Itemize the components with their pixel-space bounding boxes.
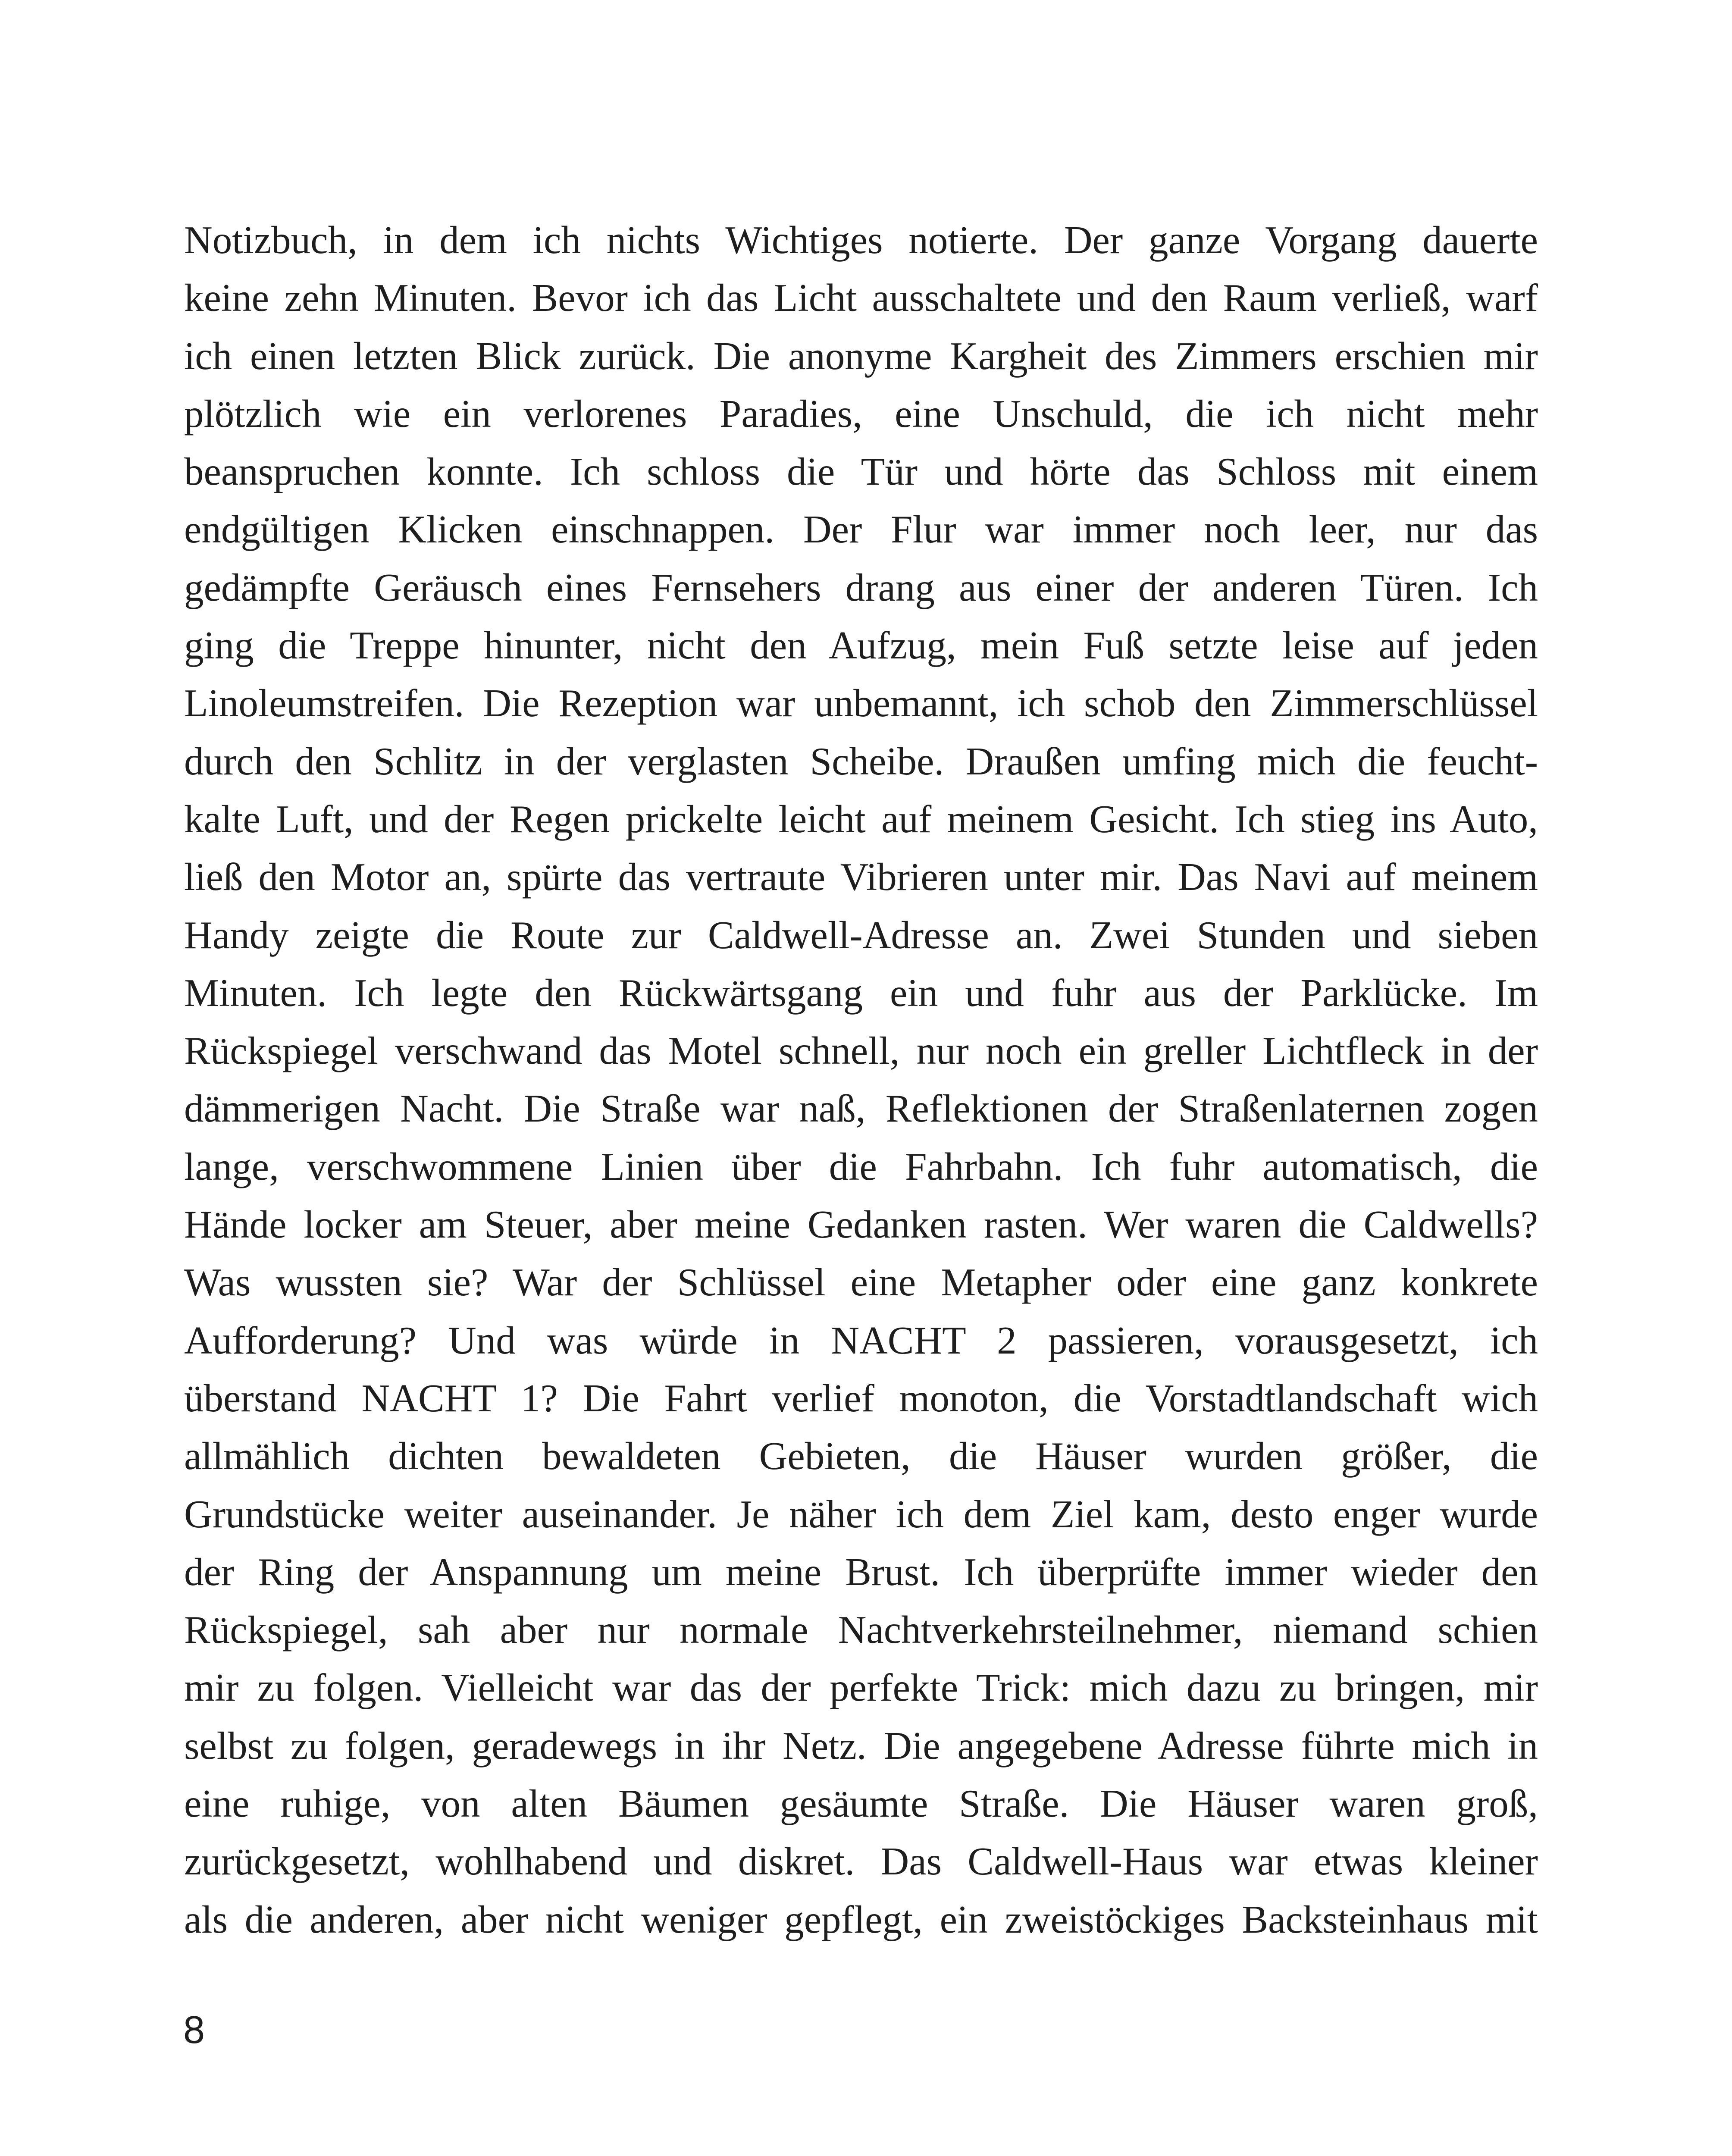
page-number: 8 — [183, 2009, 205, 2052]
text-line: allmählich dichten bewaldeten Gebieten, die Häuser wurden größer, die — [184, 1434, 1538, 1478]
text-line: Notizbuch, in dem ich nichts Wichtiges notierte. Der ganze Vorgang dauerte — [184, 218, 1538, 262]
text-line: überstand NACHT 1? Die Fahrt verlief monoton, die Vorstadtlandschaft wich — [184, 1376, 1538, 1420]
text-line: gedämpfte Geräusch eines Fernsehers drang aus einer der anderen Türen. Ich — [184, 565, 1538, 609]
text-line: eine ruhige, von alten Bäumen gesäumte Straße. Die Häuser waren groß, — [184, 1782, 1538, 1826]
text-line: Minuten. Ich legte den Rückwärtsgang ein und fuhr aus der Parklücke. Im — [184, 971, 1538, 1015]
text-line: Linoleumstreifen. Die Rezeption war unbemannt, ich schob den Zimmerschlüssel — [184, 681, 1538, 725]
text-line: als die anderen, aber nicht weniger gepflegt, ein zweistöckiges Backsteinhaus mit — [184, 1897, 1538, 1941]
text-line: mir zu folgen. Vielleicht war das der perfekte Trick: mich dazu zu bringen, mir — [184, 1666, 1538, 1710]
text-line: plötzlich wie ein verlorenes Paradies, eine Unschuld, die ich nicht mehr — [184, 392, 1538, 436]
body-text — [184, 211, 1538, 1949]
text-line: beanspruchen konnte. Ich schloss die Tür und hörte das Schloss mit einem — [184, 450, 1538, 494]
text-line: Aufforderung? Und was würde in NACHT 2 passieren, vorausgesetzt, ich — [184, 1318, 1538, 1362]
text-line: keine zehn Minuten. Bevor ich das Licht ausschaltete und den Raum verließ, warf — [184, 276, 1538, 320]
text-line: Handy zeigte die Route zur Caldwell-Adresse an. Zwei Stunden und sieben — [184, 913, 1538, 957]
text-line: zurückgesetzt, wohlhabend und diskret. Das Caldwell-Haus war etwas kleiner — [184, 1839, 1538, 1883]
text-line: ließ den Motor an, spürte das vertraute Vibrieren unter mir. Das Navi auf meinem — [184, 855, 1538, 899]
text-line: ging die Treppe hinunter, nicht den Aufzug, mein Fuß setzte leise auf jeden — [184, 624, 1538, 667]
text-line: kalte Luft, und der Regen prickelte leicht auf meinem Gesicht. Ich stieg ins Auto, — [184, 797, 1538, 841]
text-line: Rückspiegel verschwand das Motel schnell, nur noch ein greller Lichtfleck in der — [184, 1029, 1538, 1073]
text-line: Hände locker am Steuer, aber meine Gedanken rasten. Wer waren die Caldwells? — [184, 1203, 1538, 1247]
text-line: Grundstücke weiter auseinander. Je näher ich dem Ziel kam, desto enger wurde — [184, 1492, 1538, 1536]
text-line: Rückspiegel, sah aber nur normale Nachtverkehrsteilnehmer, niemand schien — [184, 1608, 1538, 1652]
text-line: der Ring der Anspannung um meine Brust. Ich überprüfte immer wieder den — [184, 1550, 1538, 1594]
text-line: selbst zu folgen, geradewegs in ihr Netz. Die angegebene Adresse führte mich in — [184, 1724, 1538, 1767]
text-line: Was wussten sie? War der Schlüssel eine Metapher oder eine ganz konkrete — [184, 1260, 1538, 1304]
text-line: ich einen letzten Blick zurück. Die anonyme Kargheit des Zimmers erschien mir — [184, 334, 1538, 378]
text-line: dämmerigen Nacht. Die Straße war naß, Reflektionen der Straßenlaternen zogen — [184, 1087, 1538, 1131]
text-line: endgültigen Klicken einschnappen. Der Flur war immer noch leer, nur das — [184, 508, 1538, 552]
text-line: durch den Schlitz in der verglasten Scheibe. Draußen umfing mich die feucht- — [184, 739, 1538, 783]
text-line: lange, verschwommene Linien über die Fahrbahn. Ich fuhr automatisch, die — [184, 1144, 1538, 1188]
